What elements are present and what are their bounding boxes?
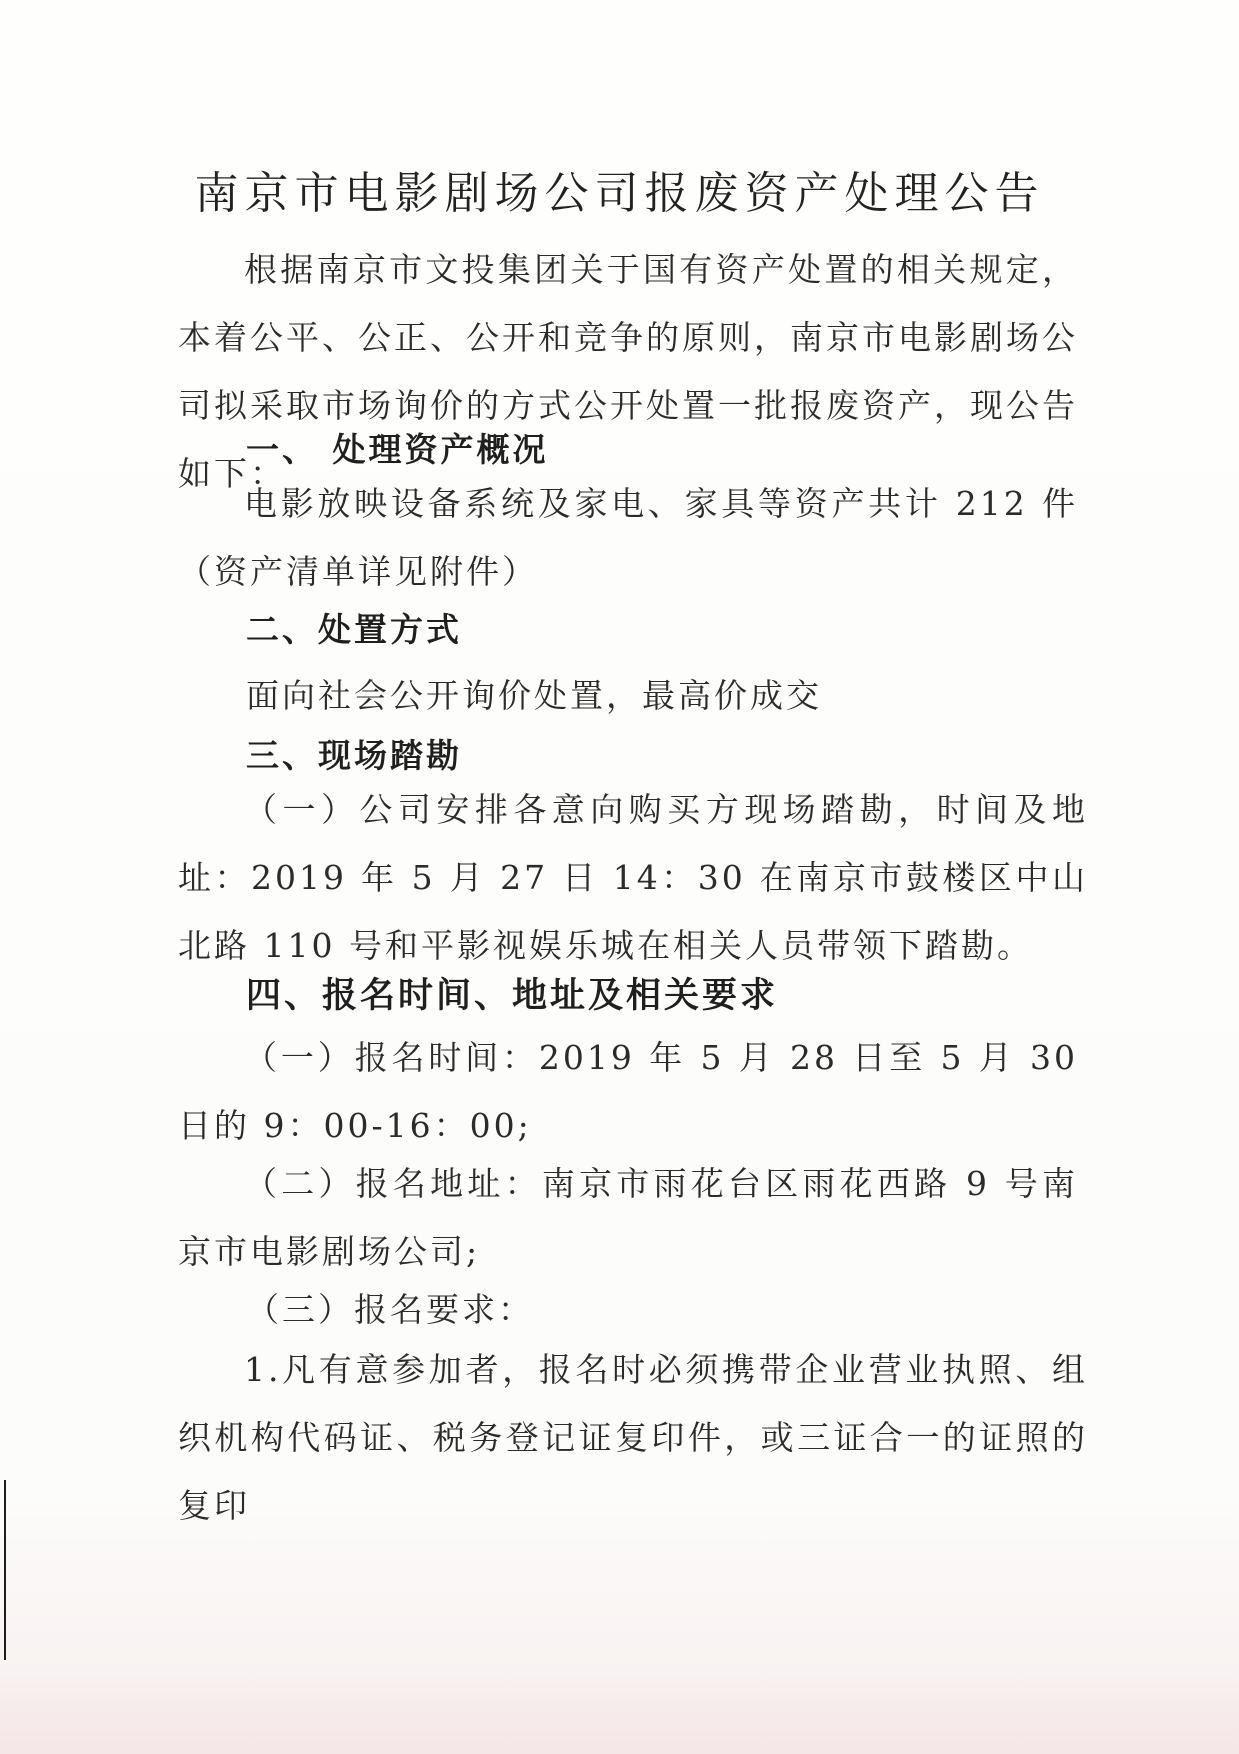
section4-item1: （一）报名时间：2019 年 5 月 28 日至 5 月 30 日的 9：00-16：00; [178,1038,1078,1145]
intro-paragraph: 根据南京市文投集团关于国有资产处置的相关规定，本着公平、公正、公开和竞争的原则，南京市电影剧场公司拟采取市场询价的方式公开处置一批报废资产，现公告如下： [178,250,1078,493]
section1-body: 电影放映设备系统及家电、家具等资产共计 212 件（资产清单详见附件） [178,484,1078,591]
scan-edge-line [4,1480,6,1660]
section1-heading: 一、 处理资产概况 [246,430,549,469]
section4-item2: （二）报名地址：南京市雨花台区雨花西路 9 号南京市电影剧场公司; [178,1164,1078,1271]
section4-item3: （三）报名要求： [246,1290,534,1329]
document-title: 南京市电影剧场公司报废资产处理公告 [194,168,1045,220]
section2-heading: 二、处置方式 [246,610,462,649]
section4-heading: 四、报名时间、地址及相关要求 [246,976,779,1016]
section2-body: 面向社会公开询价处置，最高价成交 [246,676,822,715]
section3-heading: 三、现场踏勘 [246,736,462,775]
section3-body: （一）公司安排各意向购买方现场踏勘，时间及地址：2019 年 5 月 27 日 14：30 在南京市鼓楼区中山北路 110 号和平影视娱乐城在相关人员带领下踏勘。 [178,790,1088,965]
section4-item3-1: 1.凡有意参加者，报名时必须携带企业营业执照、组织机构代码证、税务登记证复印件，或三证合一的证照的复印 [178,1350,1088,1525]
bottom-scan-fade [0,1674,1239,1754]
